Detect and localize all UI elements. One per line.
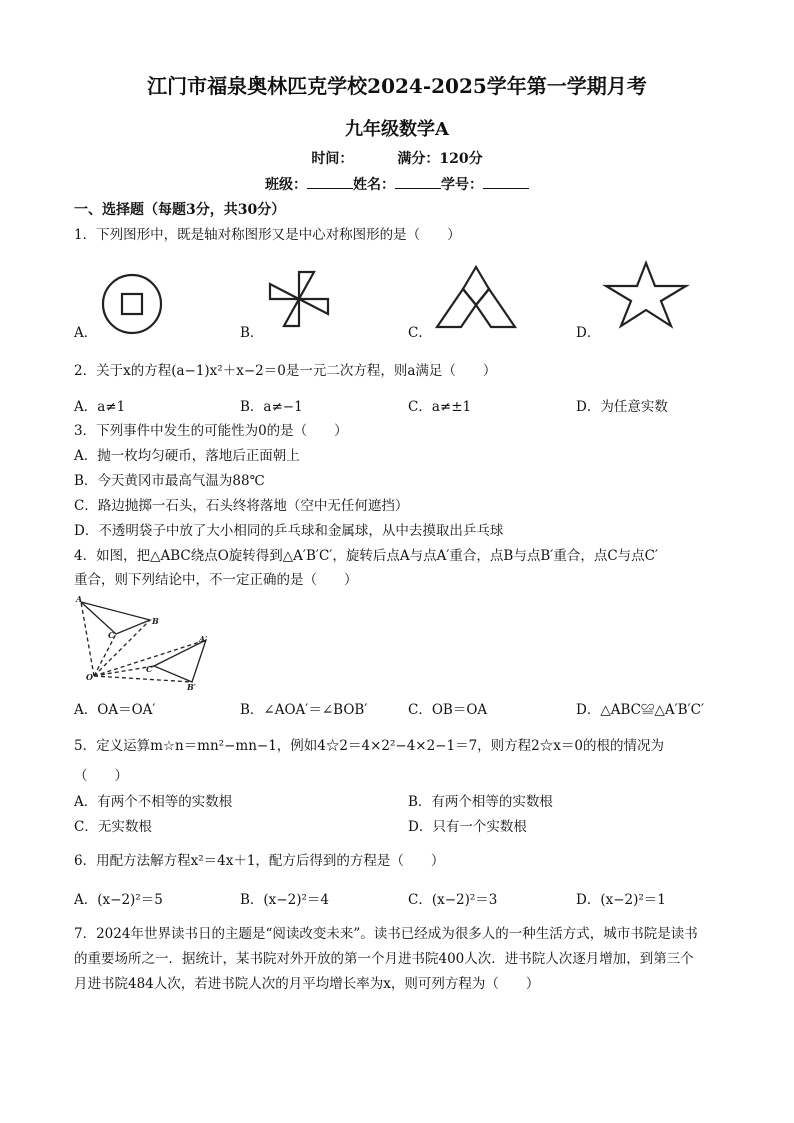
class-label: 班级： — [265, 177, 307, 193]
q1-option-a[interactable]: A． — [74, 325, 98, 341]
q4-option-a[interactable]: A．OA＝OA′ — [74, 702, 156, 718]
q3-option-d[interactable]: D．不透明袋子中放了大小相同的乒乓球和金属球，从中去摸取出乒乓球 — [74, 523, 504, 539]
q5-option-c[interactable]: C．无实数根 — [74, 819, 152, 835]
rotation-figure — [72, 596, 222, 696]
label-a: A — [76, 594, 83, 604]
section-title: 一、选择题（每题3分，共30分） — [74, 202, 286, 218]
question-5-line-1: 5．定义运算m☆n＝mn²−mn−1，例如4☆2＝4×2²−4×2−1＝7，则方程2☆x＝0的根的情况为 — [74, 738, 664, 754]
time-label: 时间： — [311, 151, 354, 167]
q4-option-d[interactable]: D．△ABC≌△A′B′C′ — [576, 702, 705, 718]
q5-option-b[interactable]: B．有两个相等的实数根 — [408, 794, 553, 810]
q3-option-b[interactable]: B．今天黄冈市最高气温为88℃ — [74, 473, 265, 489]
label-b: B — [152, 616, 159, 626]
q1-option-d[interactable]: D． — [576, 325, 601, 341]
question-5-line-2: （ ） — [74, 768, 128, 784]
question-4-line-1: 4．如图，把△ABC绕点O旋转得到△A′B′C′，旋转后点A与点A′重合，点B与点B′重合，点C与点C′ — [74, 548, 659, 564]
q3-option-c[interactable]: C．路边抛掷一石头，石头终将落地（空中无任何遮挡） — [74, 498, 409, 514]
student-info-line — [0, 174, 794, 194]
coin-with-square-hole-icon — [100, 272, 164, 336]
q6-option-c[interactable]: C．(x−2)²＝3 — [408, 892, 498, 908]
question-7-line-2: 的重要场所之一．据统计，某书院对外开放的第一个月进书院400人次．进书院人次逐月增加，到第三个 — [74, 951, 694, 967]
question-3: 3．下列事件中发生的可能性为0的是（ ） — [74, 423, 348, 439]
q6-option-b[interactable]: B．(x−2)²＝4 — [240, 892, 329, 908]
q6-option-a[interactable]: A．(x−2)²＝5 — [74, 892, 163, 908]
question-7-line-3: 月进书院484人次，若进书院人次的月平均增长率为x，则可列方程为（ ） — [74, 976, 540, 992]
q2-option-c[interactable]: C．a≠±1 — [408, 399, 472, 415]
exam-subject: 九年级数学A — [345, 119, 449, 140]
name-label: 姓名： — [353, 177, 395, 193]
question-6: 6．用配方法解方程x²＝4x＋1，配方后得到的方程是（ ） — [74, 853, 445, 869]
class-blank[interactable] — [307, 176, 353, 189]
q2-option-a[interactable]: A．a≠1 — [74, 399, 126, 415]
score-label: 满分：120分 — [397, 151, 483, 167]
question-7-line-1: 7．2024年世界读书日的主题是“阅读改变未来”。读书已经成为很多人的一种生活方式，城市书院是读书 — [74, 926, 698, 942]
q3-option-a[interactable]: A．抛一枚均匀硬币，落地后正面朝上 — [74, 448, 300, 464]
q1-option-c[interactable]: C． — [408, 325, 432, 341]
time-score-line — [0, 148, 794, 168]
id-blank[interactable] — [483, 176, 529, 189]
q4-option-b[interactable]: B．∠AOA′＝∠BOB′ — [240, 702, 368, 718]
five-point-star-icon — [604, 260, 688, 328]
question-1: 1．下列图形中，既是轴对称图形又是中心对称图形的是（ ） — [74, 227, 461, 243]
label-b-prime: B′ — [187, 682, 196, 692]
three-rhombus-emblem-icon — [435, 265, 517, 329]
pinwheel-icon — [264, 268, 334, 330]
label-a-prime: A′ — [199, 634, 208, 644]
name-blank[interactable] — [395, 176, 441, 189]
exam-title: 江门市福泉奥林匹克学校2024-2025学年第一学期月考 — [147, 74, 647, 98]
question-4-line-2: 重合，则下列结论中，不一定正确的是（ ） — [74, 572, 358, 588]
label-c: C — [108, 630, 115, 640]
id-label: 学号： — [441, 177, 483, 193]
q6-option-d[interactable]: D．(x−2)²＝1 — [576, 892, 666, 908]
q4-option-c[interactable]: C．OB＝OA — [408, 702, 488, 718]
q5-option-d[interactable]: D．只有一个实数根 — [408, 819, 527, 835]
label-o: O — [86, 672, 93, 682]
q1-option-b[interactable]: B． — [240, 325, 264, 341]
q2-option-d[interactable]: D．为任意实数 — [576, 399, 668, 415]
label-c-prime: C′ — [146, 664, 155, 674]
q5-option-a[interactable]: A．有两个不相等的实数根 — [74, 794, 233, 810]
question-2: 2．关于x的方程(a−1)x²＋x−2＝0是一元二次方程，则a满足（ ） — [74, 363, 497, 379]
q2-option-b[interactable]: B．a≠−1 — [240, 399, 303, 415]
